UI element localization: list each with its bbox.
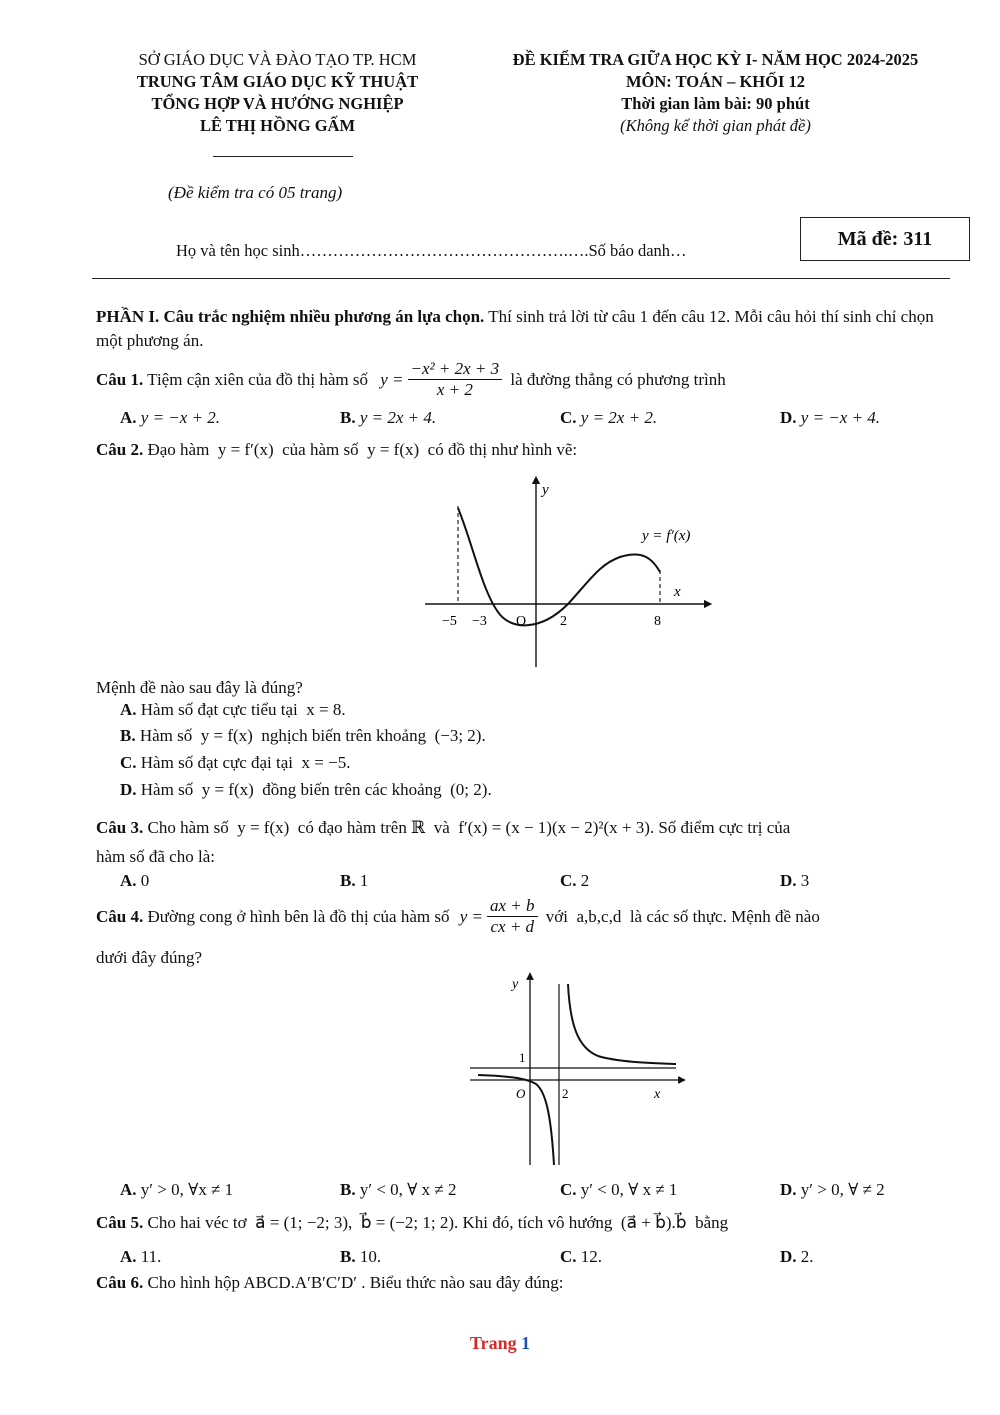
page-footer	[0, 1333, 1000, 1354]
dept-name: SỞ GIÁO DỤC VÀ ĐÀO TẠO TP. HCM	[138, 50, 417, 69]
q4-option-c[interactable]	[560, 1179, 677, 1201]
q4-option-b[interactable]	[340, 1179, 457, 1201]
q4-b-label: B.	[340, 1180, 356, 1199]
q2-option-b[interactable]	[120, 725, 486, 747]
duration-note: (Không kể thời gian phát đề)	[620, 116, 811, 135]
q2-option-d[interactable]	[120, 779, 492, 801]
q5-b-label: B.	[340, 1247, 356, 1266]
question-3	[96, 817, 966, 839]
student-line: Họ và tên học sinh………………………………………….….Số báo danh…	[176, 241, 687, 260]
q2-option-c[interactable]	[120, 752, 350, 774]
subject: MÔN: TOÁN – KHỐI 12	[625, 72, 806, 91]
q4-graph	[468, 970, 688, 1170]
footer-page-number: 1	[521, 1333, 531, 1353]
q2-curve	[458, 508, 660, 625]
q3-line1: Cho hàm số y = f(x) có đạo hàm trên ℝ và f′(x) = (x − 1)(x − 2)²(x + 3). Số điểm cực trị của	[143, 818, 791, 837]
part1-title: PHẦN I. Câu trắc nghiệm nhiều phương án lựa chọn.	[96, 307, 485, 326]
q1-option-c[interactable]	[560, 407, 657, 429]
header-left-underline	[213, 156, 353, 157]
q1-numerator: −x² + 2x + 3	[408, 359, 503, 380]
q2-b-text: Hàm số y = f(x) nghịch biến trên khoảng (−3; 2).	[135, 726, 486, 745]
q2-y-label: y	[542, 482, 549, 498]
q3-c-text: 2	[576, 871, 590, 890]
q3-option-d[interactable]	[780, 870, 809, 892]
q3-label: Câu 3.	[96, 818, 144, 837]
q2-graph	[420, 472, 720, 672]
q5-d-label: D.	[780, 1247, 797, 1266]
q2-text: Đạo hàm y = f′(x) của hàm số y = f(x) có đồ thị như hình vẽ:	[143, 440, 578, 459]
q3-a-label: A.	[120, 871, 137, 890]
footer-page-word: Trang	[469, 1333, 517, 1353]
q4-y-label: y	[512, 977, 519, 992]
q4-fraction	[487, 896, 538, 937]
q2-d-label: D.	[120, 780, 137, 799]
exam-title: ĐỀ KIỂM TRA GIỮA HỌC KỲ I- NĂM HỌC 2024-2025	[512, 50, 919, 69]
q6-label: Câu 6.	[96, 1273, 144, 1292]
q4-denominator: cx + d	[490, 917, 535, 936]
q4-c-label: C.	[560, 1180, 577, 1199]
q4-c-text: y′ < 0, ∀ x ≠ 1	[576, 1180, 678, 1199]
q3-option-b[interactable]	[340, 870, 368, 892]
q2-b-label: B.	[120, 726, 136, 745]
q4-option-a[interactable]	[120, 1179, 233, 1201]
q1-y: y =	[380, 369, 404, 389]
q5-label: Câu 5.	[96, 1213, 144, 1232]
q1-label: Câu 1.	[96, 369, 144, 389]
q2-c-label: C.	[120, 753, 137, 772]
q5-option-a[interactable]	[120, 1246, 161, 1268]
q1-d-text: y = −x + 4.	[800, 408, 881, 427]
q2-x-label: x	[674, 584, 681, 600]
q5-option-b[interactable]	[340, 1246, 381, 1268]
q4-option-d[interactable]	[780, 1179, 885, 1201]
q1-b-text: y = 2x + 4.	[359, 408, 437, 427]
q3-d-text: 3	[796, 871, 810, 890]
q5-a-label: A.	[120, 1247, 137, 1266]
q1-option-a[interactable]	[120, 407, 220, 429]
question-4	[96, 896, 820, 937]
q1-option-d[interactable]	[780, 407, 880, 429]
q1-c-label: C.	[560, 408, 577, 427]
q2-a-text: Hàm số đạt cực tiểu tại x = 8.	[136, 700, 346, 719]
center-name-1: TRUNG TÂM GIÁO DỤC KỸ THUẬT	[136, 72, 419, 91]
q4-curve-right	[568, 984, 676, 1064]
q4-tick-x: 2	[562, 1086, 569, 1101]
q5-c-text: 12.	[576, 1247, 603, 1266]
q2-option-a[interactable]	[120, 699, 346, 721]
q5-d-text: 2.	[796, 1247, 814, 1266]
header-left	[95, 49, 460, 137]
q4-b-text: y′ < 0, ∀ x ≠ 2	[355, 1180, 457, 1199]
part1-desc: Thí sinh trả lời từ câu 1 đến câu 12. Mỗi câu hỏi thí sinh chỉ chọn một phương án.	[96, 307, 934, 350]
q3-d-label: D.	[780, 871, 797, 890]
q1-denominator: x + 2	[436, 380, 473, 399]
q6-text: Cho hình hộp ABCD.A′B′C′D′ . Biểu thức nào sau đây đúng:	[143, 1273, 564, 1292]
q3-a-text: 0	[136, 871, 150, 890]
pages-note: (Đề kiểm tra có 05 trang)	[168, 183, 343, 202]
question-1	[96, 359, 726, 400]
q1-b-label: B.	[340, 408, 356, 427]
q5-option-c[interactable]	[560, 1246, 602, 1268]
q2-tick-m3: −3	[472, 614, 487, 629]
q2-tick-m5: −5	[442, 614, 457, 629]
q2-d-text: Hàm số y = f(x) đồng biến trên các khoảng (0; 2).	[136, 780, 492, 799]
q4-y: y =	[459, 906, 483, 926]
q4-origin: O	[516, 1086, 526, 1101]
q1-a-label: A.	[120, 408, 137, 427]
q5-c-label: C.	[560, 1247, 577, 1266]
header-right	[463, 49, 968, 137]
q2-tick-2: 2	[560, 614, 567, 629]
duration: Thời gian làm bài: 90 phút	[621, 94, 810, 113]
q1-d-label: D.	[780, 408, 797, 427]
q1-fraction	[408, 359, 503, 400]
q4-text-a: Đường cong ở hình bên là đồ thị của hàm số	[143, 906, 454, 926]
q3-b-label: B.	[340, 871, 356, 890]
q5-a-text: 11.	[136, 1247, 162, 1266]
q4-x-label: x	[654, 1087, 661, 1102]
q3-option-a[interactable]	[120, 870, 149, 892]
question-2	[96, 439, 577, 461]
q5-text: Cho hai véc tơ a⃗ = (1; −2; 3), b⃗ = (−2; 1; 2). Khi đó, tích vô hướng (a⃗ + b⃗).b⃗ bằng	[143, 1213, 729, 1232]
q3-c-label: C.	[560, 871, 577, 890]
q4-numerator: ax + b	[487, 896, 538, 917]
q4-d-text: y′ > 0, ∀ ≠ 2	[796, 1180, 885, 1199]
q1-c-text: y = 2x + 2.	[580, 408, 658, 427]
question-6	[96, 1272, 564, 1294]
q4-d-label: D.	[780, 1180, 797, 1199]
part1-intro	[96, 305, 954, 353]
q3-option-c[interactable]	[560, 870, 589, 892]
q4-line2: dưới đây đúng?	[96, 948, 203, 967]
q4-tick-y: 1	[519, 1050, 526, 1065]
q5-b-text: 10.	[355, 1247, 382, 1266]
q2-c-text: Hàm số đạt cực đại tại x = −5.	[136, 753, 351, 772]
q2-tick-8: 8	[654, 614, 661, 629]
header-divider	[92, 278, 950, 279]
q1-option-b[interactable]	[340, 407, 436, 429]
q2-prompt: Mệnh đề nào sau đây là đúng?	[96, 678, 303, 697]
q2-origin: O	[516, 614, 527, 629]
q1-text-b: là đường thẳng có phương trình	[506, 369, 726, 389]
center-name-3: LÊ THỊ HỒNG GẤM	[199, 116, 356, 135]
q4-text-b: với a,b,c,d là các số thực. Mệnh đề nào	[541, 906, 820, 926]
q4-label: Câu 4.	[96, 906, 144, 926]
q2-curve-label: y = f′(x)	[642, 528, 691, 544]
question-5	[96, 1212, 728, 1234]
q2-a-label: A.	[120, 700, 137, 719]
q3-b-text: 1	[355, 871, 369, 890]
exam-code-box: Mã đề: 311	[800, 217, 970, 261]
q5-option-d[interactable]	[780, 1246, 814, 1268]
q2-label: Câu 2.	[96, 440, 144, 459]
q3-line2: hàm số đã cho là:	[96, 847, 215, 866]
q4-a-label: A.	[120, 1180, 137, 1199]
q1-text-a: Tiệm cận xiên của đồ thị hàm số	[143, 369, 373, 389]
q1-a-text: y = −x + 2.	[140, 408, 221, 427]
center-name-2: TỔNG HỢP VÀ HƯỚNG NGHIỆP	[151, 94, 404, 113]
q4-a-text: y′ > 0, ∀x ≠ 1	[136, 1180, 234, 1199]
